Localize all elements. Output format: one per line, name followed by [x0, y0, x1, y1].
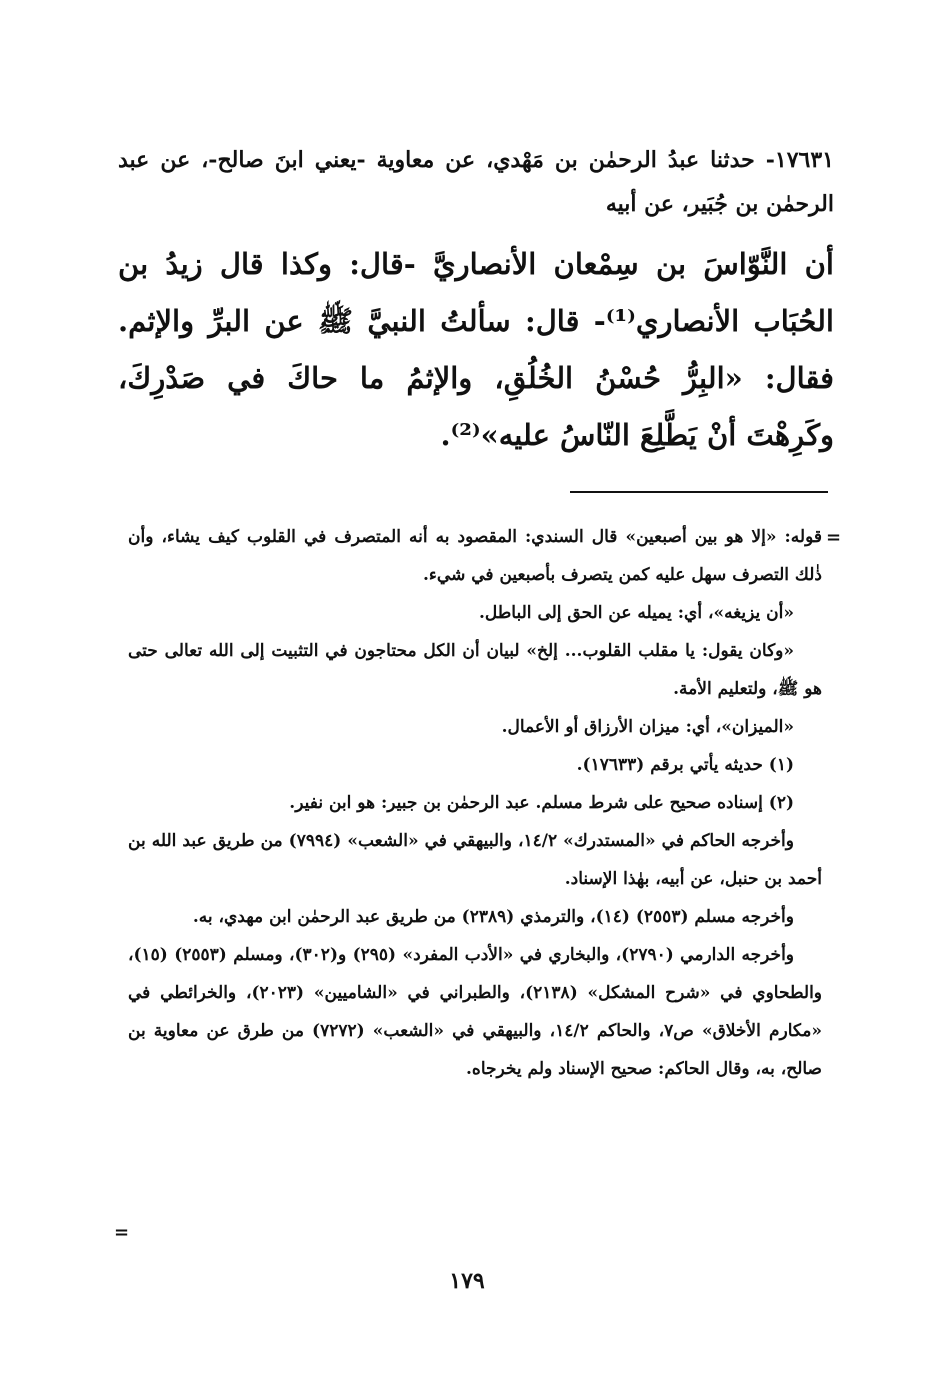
continuation-mark-bottom: = [114, 1222, 130, 1243]
footnote-paragraph: (١) حديثه يأتي برقم (١٧٦٣٣). [576, 755, 794, 775]
hadith-chain: ١٧٦٣١- حدثنا عبدُ الرحمٰن بن مَهْدي، عن معاوية -يعني ابنَ صالح-، عن عبد الرحمٰن بن جُبَير، عن أبيه [118, 147, 834, 217]
footnote-paragraph: «وكان يقول: يا مقلب القلوب... إلخ» لبيان أن الكل محتاجون في التثبيت إلى الله تعالى حتى هو ﷺ، ولتعليم الأمة. [128, 641, 822, 699]
footnote-paragraph: (٢) إسناده صحيح على شرط مسلم. عبد الرحمٰن بن جبير: هو ابن نفير. [289, 793, 794, 813]
footnote-paragraph: «أن يزيغه»، أي: يميله عن الحق إلى الباطل. [478, 603, 794, 623]
continuation-mark-top: = [826, 527, 842, 548]
footnote-paragraph: وأخرجه الحاكم في «المستدرك» ١٤/٢، والبيهقي في «الشعب» (٧٩٩٤) من طريق عبد الله بن أحمد بن حنبل، عن أبيه، بهٰذا الإسناد. [128, 831, 822, 889]
hadith-text [118, 138, 834, 464]
page-number: ١٧٩ [449, 1268, 485, 1294]
hadith-matn: أن النَّوّاسَ بن سِمْعان الأنصاريَّ -قال: وكذا قال زيدُ بن الحُبَاب الأنصاري⁽¹⁾- قال: سألتُ النبيَّ ﷺ عن البرِّ والإثم. فقال: «البِرُّ حُسْنُ الخُلُقِ، والإثمُ ما حاكَ في صَدْرِكَ، وكَرِهْتَ أنْ يَطَّلِعَ النّاسُ عليه»⁽²⁾. [118, 247, 834, 452]
footnote-paragraph: وأخرجه مسلم (٢٥٥٣) (١٤)، والترمذي (٢٣٨٩) من طريق عبد الرحمٰن ابن مهدي، به. [192, 907, 794, 927]
footnote-paragraph: قوله: «إلا هو بين أصبعين» قال السندي: المقصود به أنه المتصرف في القلوب كيف يشاء، وأن ذٰلك التصرف سهل عليه كمن يتصرف بأصبعين في شيء. [128, 527, 822, 585]
footnote-divider [570, 491, 828, 493]
footnotes [128, 518, 822, 1088]
footnote-paragraph: وأخرجه الدارمي (٢٧٩٠)، والبخاري في «الأدب المفرد» (٢٩٥) و(٣٠٢)، ومسلم (٢٥٥٣) (١٥)، والطحاوي في «شرح المشكل» (٢١٣٨)، والطبراني في «الشاميين» (٢٠٢٣)، والخرائطي في «مكارم الأخلاق» ص٧، والحاكم ١٤/٢، والبيهقي في «الشعب» (٧٢٧٢) من طرق عن معاوية بن صالح، به، وقال الحاكم: صحيح الإسناد ولم يخرجاه. [128, 945, 823, 1079]
footnote-paragraph: «الميزان»، أي: ميزان الأرزاق أو الأعمال. [501, 717, 794, 737]
